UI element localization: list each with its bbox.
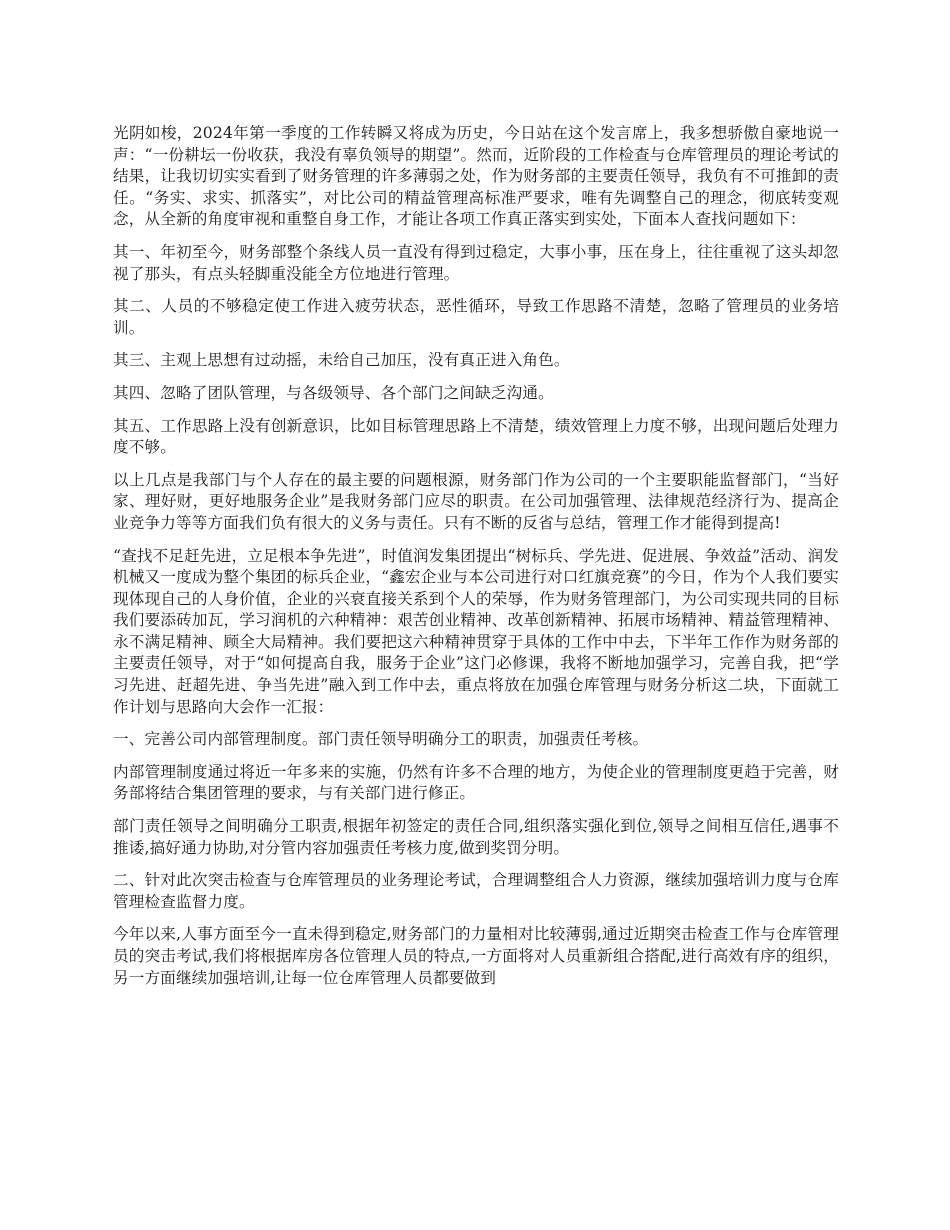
paragraph-intro: 光阴如梭，2024年第一季度的工作转瞬又将成为历史，今日站在这个发言席上，我多想骄傲自豪地说一声：“一份耕坛一份收获，我没有辜负领导的期望”。然而，近阶段的工作检查与仓库管理员的理论考试的结果，让我切切实实看到了财务管理的许多薄弱之处，作为财务部的主要责任领导，我负有不可推卸的责任。“务实、求实、抓落实”，对比公司的精益管理高标准严要求，唯有先调整自己的理念，彻底转变观念，从全新的角度审视和重整自身工作，才能让各项工作真正落实到实处，下面本人查找问题如下： bbox=[113, 124, 839, 229]
paragraph-plan-1-body-a: 内部管理制度通过将近一年多来的实施，仍然有许多不合理的地方，为使企业的管理制度更趋于完善，财务部将结合集团管理的要求，与有关部门进行修正。 bbox=[113, 762, 839, 803]
paragraph-six-spirits: “查找不足赶先进，立足根本争先进”，时值润发集团提出“树标兵、学先进、促进展、争效益”活动、润发机械又一度成为整个集团的标兵企业，“鑫宏企业与本公司进行对口红旗竞赛”的今日，作为个人我们要实现体现自己的人身价值，企业的兴衰直接关系到个人的荣辱，作为财务管理部门，为公司实现共同的目标我们要添砖加瓦，学习润机的六种精神：艰苦创业精神、改革创新精神、拓展市场精神、精益管理精神、永不满足精神、顾全大局精神。我们要把这六种精神贯穿于具体的工作中中去，下半年工作作为财务部的主要责任领导，对于“如何提高自我，服务于企业”这门必修课，我将不断地加强学习，完善自我，把“学习先进、赶超先进、争当先进”融入到工作中去，重点将放在加强仓库管理与财务分析这二块，下面就工作计划与思路向大会作一汇报： bbox=[113, 546, 839, 716]
paragraph-plan-1-heading: 一、完善公司内部管理制度。部门责任领导明确分工的职责，加强责任考核。 bbox=[113, 730, 649, 749]
paragraph-issue-3: 其三、主观上思想有过动摇，未给自己加压，没有真正进入角色。 bbox=[113, 351, 570, 370]
paragraph-issue-2: 其二、人员的不够稳定使工作进入疲劳状态，恶性循环，导致工作思路不清楚，忽略了管理员的业务培训。 bbox=[113, 297, 839, 337]
paragraph-plan-2-body: 今年以来,人事方面至今一直未得到稳定,财务部门的力量相对比较薄弱,通过近期突击检查工作与仓库管理员的突击考试,我们将根据库房各位管理人员的特点,一方面将对人员重新组合搭配,进行高效有序的组织，另一方面继续加强培训,让每一位仓库管理人员都要做到 bbox=[113, 925, 839, 987]
paragraph-issue-1: 其一、年初至今，财务部整个条线人员一直没有得到过稳定，大事小事，压在身上，往往重视了这头却忽视了那头，有点头轻脚重没能全方位地进行管理。 bbox=[113, 242, 839, 283]
paragraph-plan-2-heading: 二、针对此次突击检查与仓库管理员的业务理论考试，合理调整组合人力资源，继续加强培训力度与仓库管理检查监督力度。 bbox=[113, 871, 839, 911]
paragraph-summary: 以上几点是我部门与个人存在的最主要的问题根源，财务部门作为公司的一个主要职能监督部门，“当好家、理好财，更好地服务企业”是我财务部门应尽的职责。在公司加强管理、法律规范经济行为、提高企业竞争力等等方面我们负有很大的义务与责任。只有不断的反省与总结，管理工作才能得到提高! bbox=[113, 470, 839, 532]
paragraph-plan-1-body-b: 部门责任领导之间明确分工职责,根据年初签定的责任合同,组织落实强化到位,领导之间相互信任,遇事不推诿,搞好通力协助,对分管内容加强责任考核力度,做到奖罚分明。 bbox=[113, 817, 839, 857]
paragraph-issue-4: 其四、忽略了团队管理，与各级领导、各个部门之间缺乏沟通。 bbox=[113, 383, 554, 402]
paragraph-issue-5: 其五、工作思路上没有创新意识，比如目标管理思路上不清楚，绩效管理上力度不够，出现问题后处理力度不够。 bbox=[113, 416, 839, 457]
document-page bbox=[113, 123, 839, 1000]
